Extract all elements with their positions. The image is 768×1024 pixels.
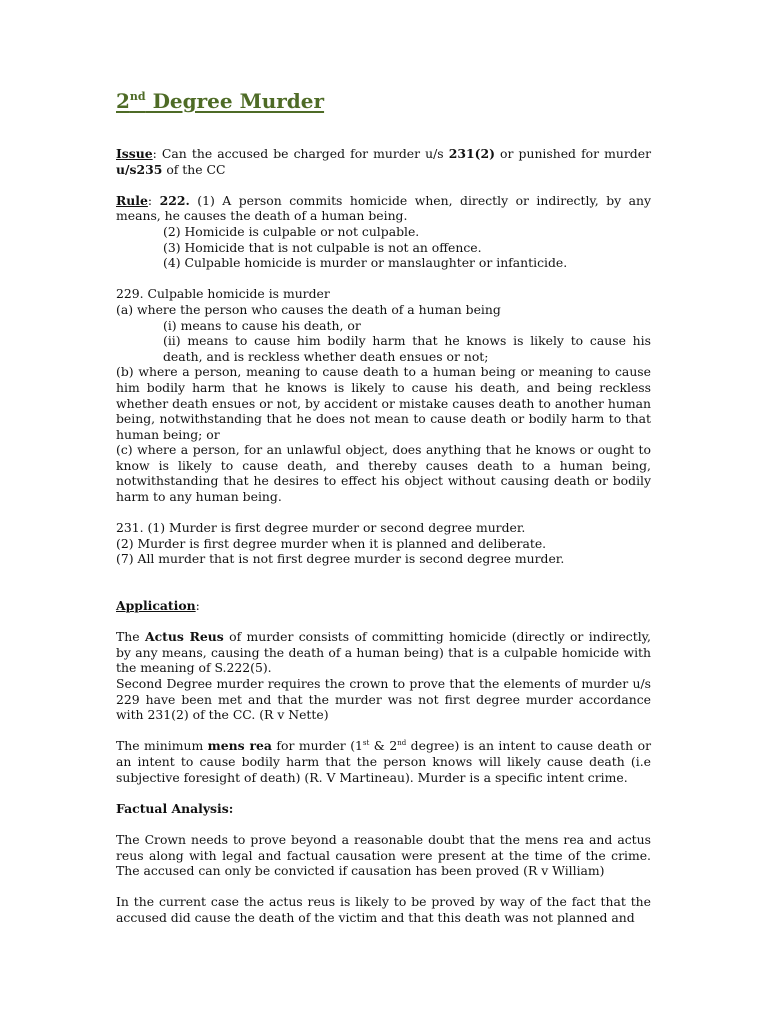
- application-paragraph-3: [116, 738, 651, 785]
- section-229-a-i: (i) means to cause his death, or: [163, 317, 361, 333]
- rule-subsection-1: (1) A person commits homicide when, directly or indirectly, by any means, he causes the death of a human being.: [116, 192, 651, 224]
- page-title: [116, 88, 651, 114]
- spacer: [116, 723, 651, 739]
- section-231-line-3: (7) All murder that is not first degree murder is second degree murder.: [116, 551, 565, 567]
- application-paragraph-2: Second Degree murder requires the crown to prove that the elements of murder u/s 229 have been met and that the murder was not first degree murder accordance with 231(2) of the CC. (R v Nette): [116, 676, 651, 723]
- title-superscript: nd: [129, 90, 146, 103]
- section-231-line-2: (2) Murder is first degree murder when it is planned and deliberate.: [116, 535, 547, 551]
- issue-text-1: : Can the accused be charged for murder u/s: [152, 146, 449, 161]
- app-p1-text-a: The: [116, 629, 145, 645]
- section-231-line-1: 231. (1) Murder is first degree murder or second degree murder.: [116, 520, 526, 536]
- section-229-a: (a) where the person who causes the death of a human being: [116, 301, 501, 317]
- spacer: [116, 567, 651, 598]
- app-p3-text-e: degree) is an intent to cause death or an intent to cause bodily harm that the person knows will likely cause death (i.e subjective foresight of death) (R. V Martineau). Murder is a specific intent crime.: [116, 738, 651, 785]
- issue-text-3: of the CC: [162, 161, 226, 177]
- factual-paragraph-1: The Crown needs to prove beyond a reasonable doubt that the mens rea and actus reus along with legal and factual causation were present at the time of the crime. The accused can only be convicted if causation has been proved (R v William): [116, 831, 651, 879]
- app-p1-text-c: of murder consists of committing homicide (directly or indirectly, by any means, causing the death of a human being) that is a culpable homicide with the meaning of S.222(5).: [116, 629, 651, 676]
- mens-rea-term: mens rea: [207, 738, 272, 754]
- spacer: [116, 271, 651, 287]
- issue-label: Issue: [116, 146, 153, 161]
- section-229-b: (b) where a person, meaning to cause death to a human being or meaning to cause him bodily harm that he knows is likely to cause his death, and being reckless whether death ensues or not, by accident or mistake causes death to another human being, notwithstanding that he does not mean to cause death or bodily harm to that human being; or: [116, 364, 651, 442]
- spacer: [116, 177, 651, 193]
- rule-label: Rule: [116, 192, 148, 208]
- spacer: [116, 614, 651, 630]
- ordinal-st: st: [362, 739, 370, 748]
- spacer: [116, 505, 651, 521]
- issue-section-235: u/s235: [116, 161, 163, 177]
- factual-analysis-heading: Factual Analysis:: [116, 800, 234, 816]
- section-229-heading: 229. Culpable homicide is murder: [116, 286, 330, 302]
- issue-paragraph: [116, 146, 651, 177]
- rule-subsection-2: (2) Homicide is culpable or not culpable.: [163, 223, 420, 239]
- rule-paragraph: [116, 193, 651, 224]
- app-p3-text-c: for murder (1: [271, 738, 363, 754]
- rule-section-222: 222.: [159, 192, 190, 208]
- application-paragraph-1: [116, 629, 651, 676]
- rule-subsection-4: (4) Culpable homicide is murder or manslaughter or infanticide.: [163, 255, 568, 271]
- actus-reus-term: Actus Reus: [144, 629, 224, 645]
- section-229-a-ii: (ii) means to cause him bodily harm that he knows is likely to cause his death, and is reckless whether death ensues or not;: [163, 333, 651, 364]
- title-text: Degree Murder: [145, 89, 325, 113]
- issue-text-2: or punished for murder: [494, 146, 651, 161]
- application-colon: :: [195, 598, 200, 614]
- rule-colon: :: [147, 192, 160, 208]
- app-p3-text-a: The minimum: [116, 738, 208, 754]
- application-heading: [116, 598, 651, 614]
- issue-section-231: 231(2): [448, 146, 495, 161]
- app-p3-text-d: & 2: [369, 738, 398, 754]
- factual-paragraph-2: In the current case the actus reus is likely to be proved by way of the fact that the accused did cause the death of the victim and that this death was not planned and: [116, 894, 651, 925]
- spacer: [116, 816, 651, 832]
- title-number: 2: [116, 89, 130, 113]
- section-229-c: (c) where a person, for an unlawful object, does anything that he knows or ought to know is likely to cause death, and thereby causes death to a human being, notwithstanding that he desires to effect his object without causing death or bodily harm to any human being.: [116, 442, 651, 505]
- spacer: [116, 879, 651, 895]
- ordinal-nd: nd: [397, 739, 407, 748]
- rule-subsection-3: (3) Homicide that is not culpable is not an offence.: [163, 239, 482, 255]
- spacer: [116, 785, 651, 801]
- application-label: Application: [116, 598, 196, 614]
- document-body: [116, 88, 651, 926]
